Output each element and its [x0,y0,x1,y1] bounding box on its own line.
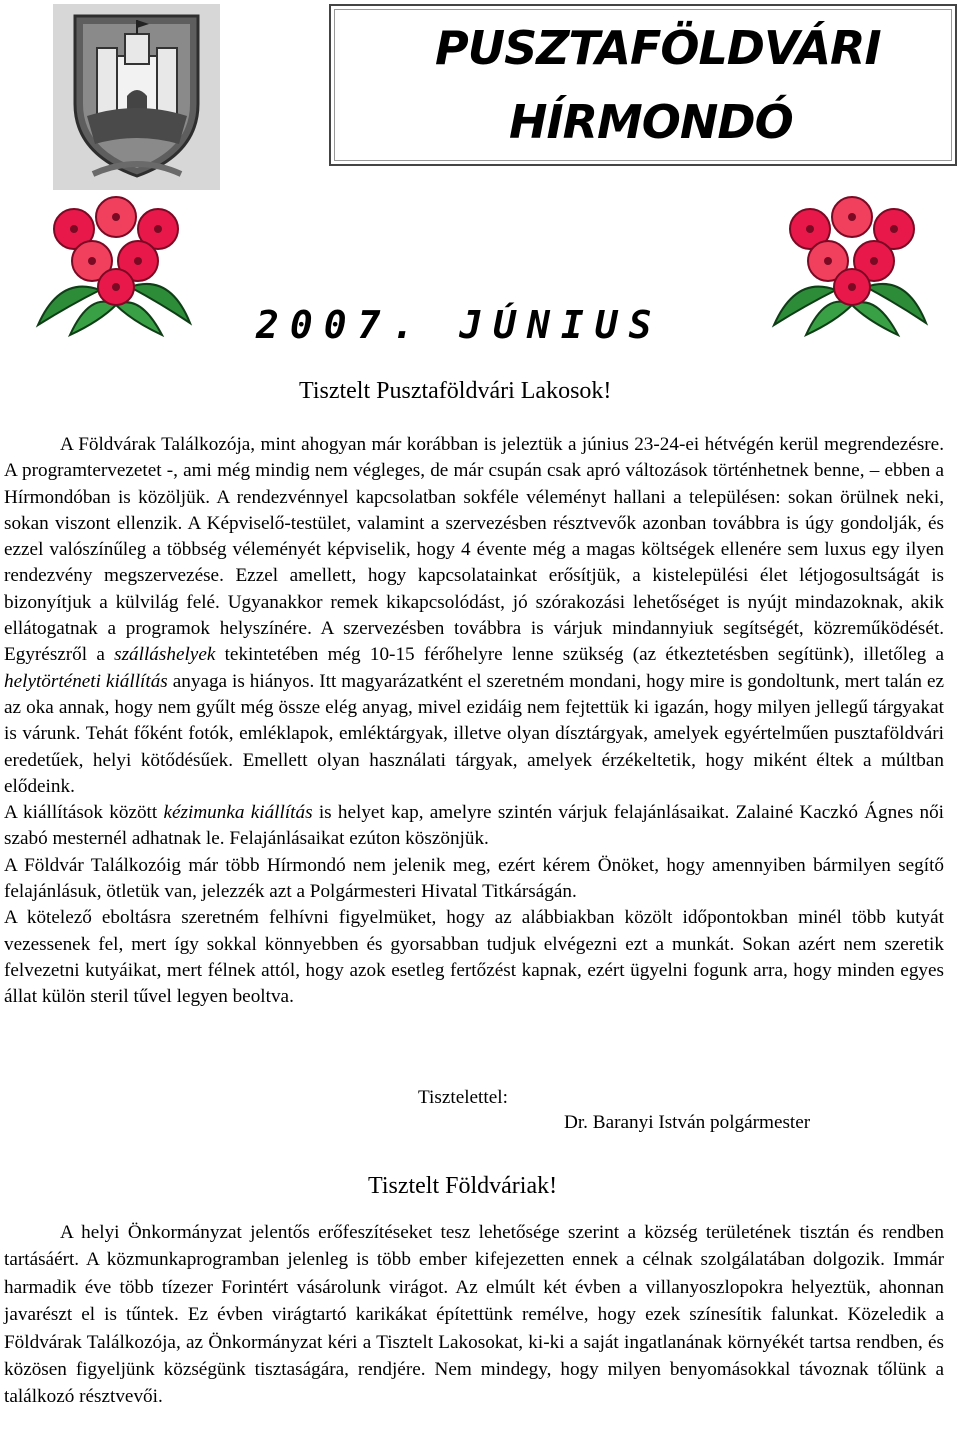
letter2-paragraph-1: A helyi Önkormányzat jelentős erőfeszítéseket tesz lehetősége szerint a község területének tisztán és rendben tartásáért. A közmunkaprogramban jelenleg is több ember kifejezetten ennek a célnak szolgálatában dolgozik. Immár harmadik éve több tízezer Forintért vásárolunk virágot. Az elmúlt két évben a villanyoszlopokra helyeztük, ahonnan javarészt el is tűntek. Ez évben virágtartó karikákat építettünk remélve, hogy ezek színesítik falunkat. Közeledik a Földvárak Találkozója, az Önkormányzat kéri a Tisztelt Lakosokat, ki-ki a saját ingatlanának környékét tartsa rendben, és közösen figyeljünk községünk tisztaságára, rendjére. Nem mindegy, hogy milyen benyomásokkal távoznak tőlünk a találkozó résztvevői. [4,1222,944,1408]
letter1-p1-text-b: tekintetében még 10-15 férőhelyre lenne szükség (az étkeztetésben segítünk), illetőleg a [215,644,944,666]
letter2-salutation: Tisztelt Földváriak! [368,1173,558,1199]
letter1-p1-text-c: anyaga is hiányos. Itt magyarázatként el szeretném mondani, hogy mire is gondoltunk, mert talán ez az oka annak, hogy nem gyűlt még össze elég anyag, mivel ezidáig nem fejtettük ki igazán, hogy milyen jellegű tárgyakat is várunk. Tehát főként fotók, emléklapok, emléktárgyak, illetve olyan dísztárgyak, amelyek egyértelműen pusztaföldvári eredetűek, helyi kötődésűek. Emellett olyan használati tárgyak, amelyek érzékeltetik, hogy miként éltek a múltban elődeink. [4,670,944,797]
letter1-p1-text-a: A Földvárak Találkozója, mint ahogyan már korábban is jeleztük a június 23-24-ei hétvégén kerül megrendezésre. A programtervezetet -, ami még mindig nem végleges, de már csupán csak apró változások történhetnek benne, – ebben a Hírmondóban is közöljük. A rendezvénnyel kapcsolatban sokféle véleményt hallani a településen: sokan örülnek neki, sokan viszont ellenzik. A Képviselő-testület, valamint a szervezésben résztvevők azonban továbbra is úgy gondolják, és ezzel valószínűleg a többség véleményét képviselik, hogy 4 évente még a magas költségek ellenére sem luxus egy ilyen rendezvény megszervezése. Ezzel amellett, hogy kapcsolatainkat erősítjük, a kistelepülési élet létjogosultságát is bizonyítjuk a külvilág felé. Ugyanakkor remek kikapcsolódást, jó szórakozási lehetőséget is nyújt mindazoknak, akik ellátogatnak a programok helyszínére. A szervezésben továbbra is várjuk mindannyiuk segítségét, közreműködését. Egyrészről a [4,434,944,666]
letter1-p1-emphasis-1: szálláshelyek [114,644,216,666]
masthead-title-line1: PUSZTAFÖLDVÁRI [435,21,881,75]
letter1-closing: Tisztelettel: [418,1087,508,1108]
issue-date-heading: 2007. JÚNIUS [256,303,663,347]
letter1-paragraph-3: A Földvár Találkozóig már több Hírmondó nem jelenik meg, ezért kérem Önöket, hogy amennyiben bármilyen segítő felajánlásuk, ötletük van, jelezzék azt a Polgármesteri Hivatal Titkárságán. [4,854,944,903]
letter1-p2-text-b: is helyet kap, amelyre szintén várjuk felajánlásaikat. Zalainé Kaczkó Ágnes női szabó mesternél adhatnak le. Felajánlásaikat ezúton köszönjük. [4,802,945,850]
letter1-signature: Dr. Baranyi István polgármester [564,1112,811,1133]
letter1-paragraph-2 [4,800,944,853]
letter1-salutation: Tisztelt Pusztaföldvári Lakosok! [299,378,612,404]
letter1-p2-text-a: A kiállítások között [4,802,164,824]
letter1-body [4,432,944,1011]
masthead-title-box [329,4,957,166]
coat-of-arms-image [53,4,220,190]
letter1-p2-emphasis: kézimunka kiállítás [163,802,313,824]
flower-illustration-left [30,195,202,340]
letter1-paragraph-1 [4,432,944,800]
letter1-paragraph-4: A kötelező eboltásra szeretném felhívni figyelmüket, hogy az alábbiakban közölt időpontokban minél több kutyát vezessenek fel, mert így sokkal könnyebben és gyorsabban tudjuk elvégezni ezt a munkát. Sokan azért nem szeretik felvezetni kutyáikat, mert félnek attól, hogy azok esetleg fertőzést kapnak, ezért ügyelni fogunk arra, hogy minden egyes állat külön steril tűvel legyen beoltva. [4,907,944,1008]
letter1-p1-emphasis-2: helytörténeti kiállítás [4,670,168,692]
flower-illustration-right [766,195,938,340]
masthead-title-line2: HÍRMONDÓ [509,95,793,149]
